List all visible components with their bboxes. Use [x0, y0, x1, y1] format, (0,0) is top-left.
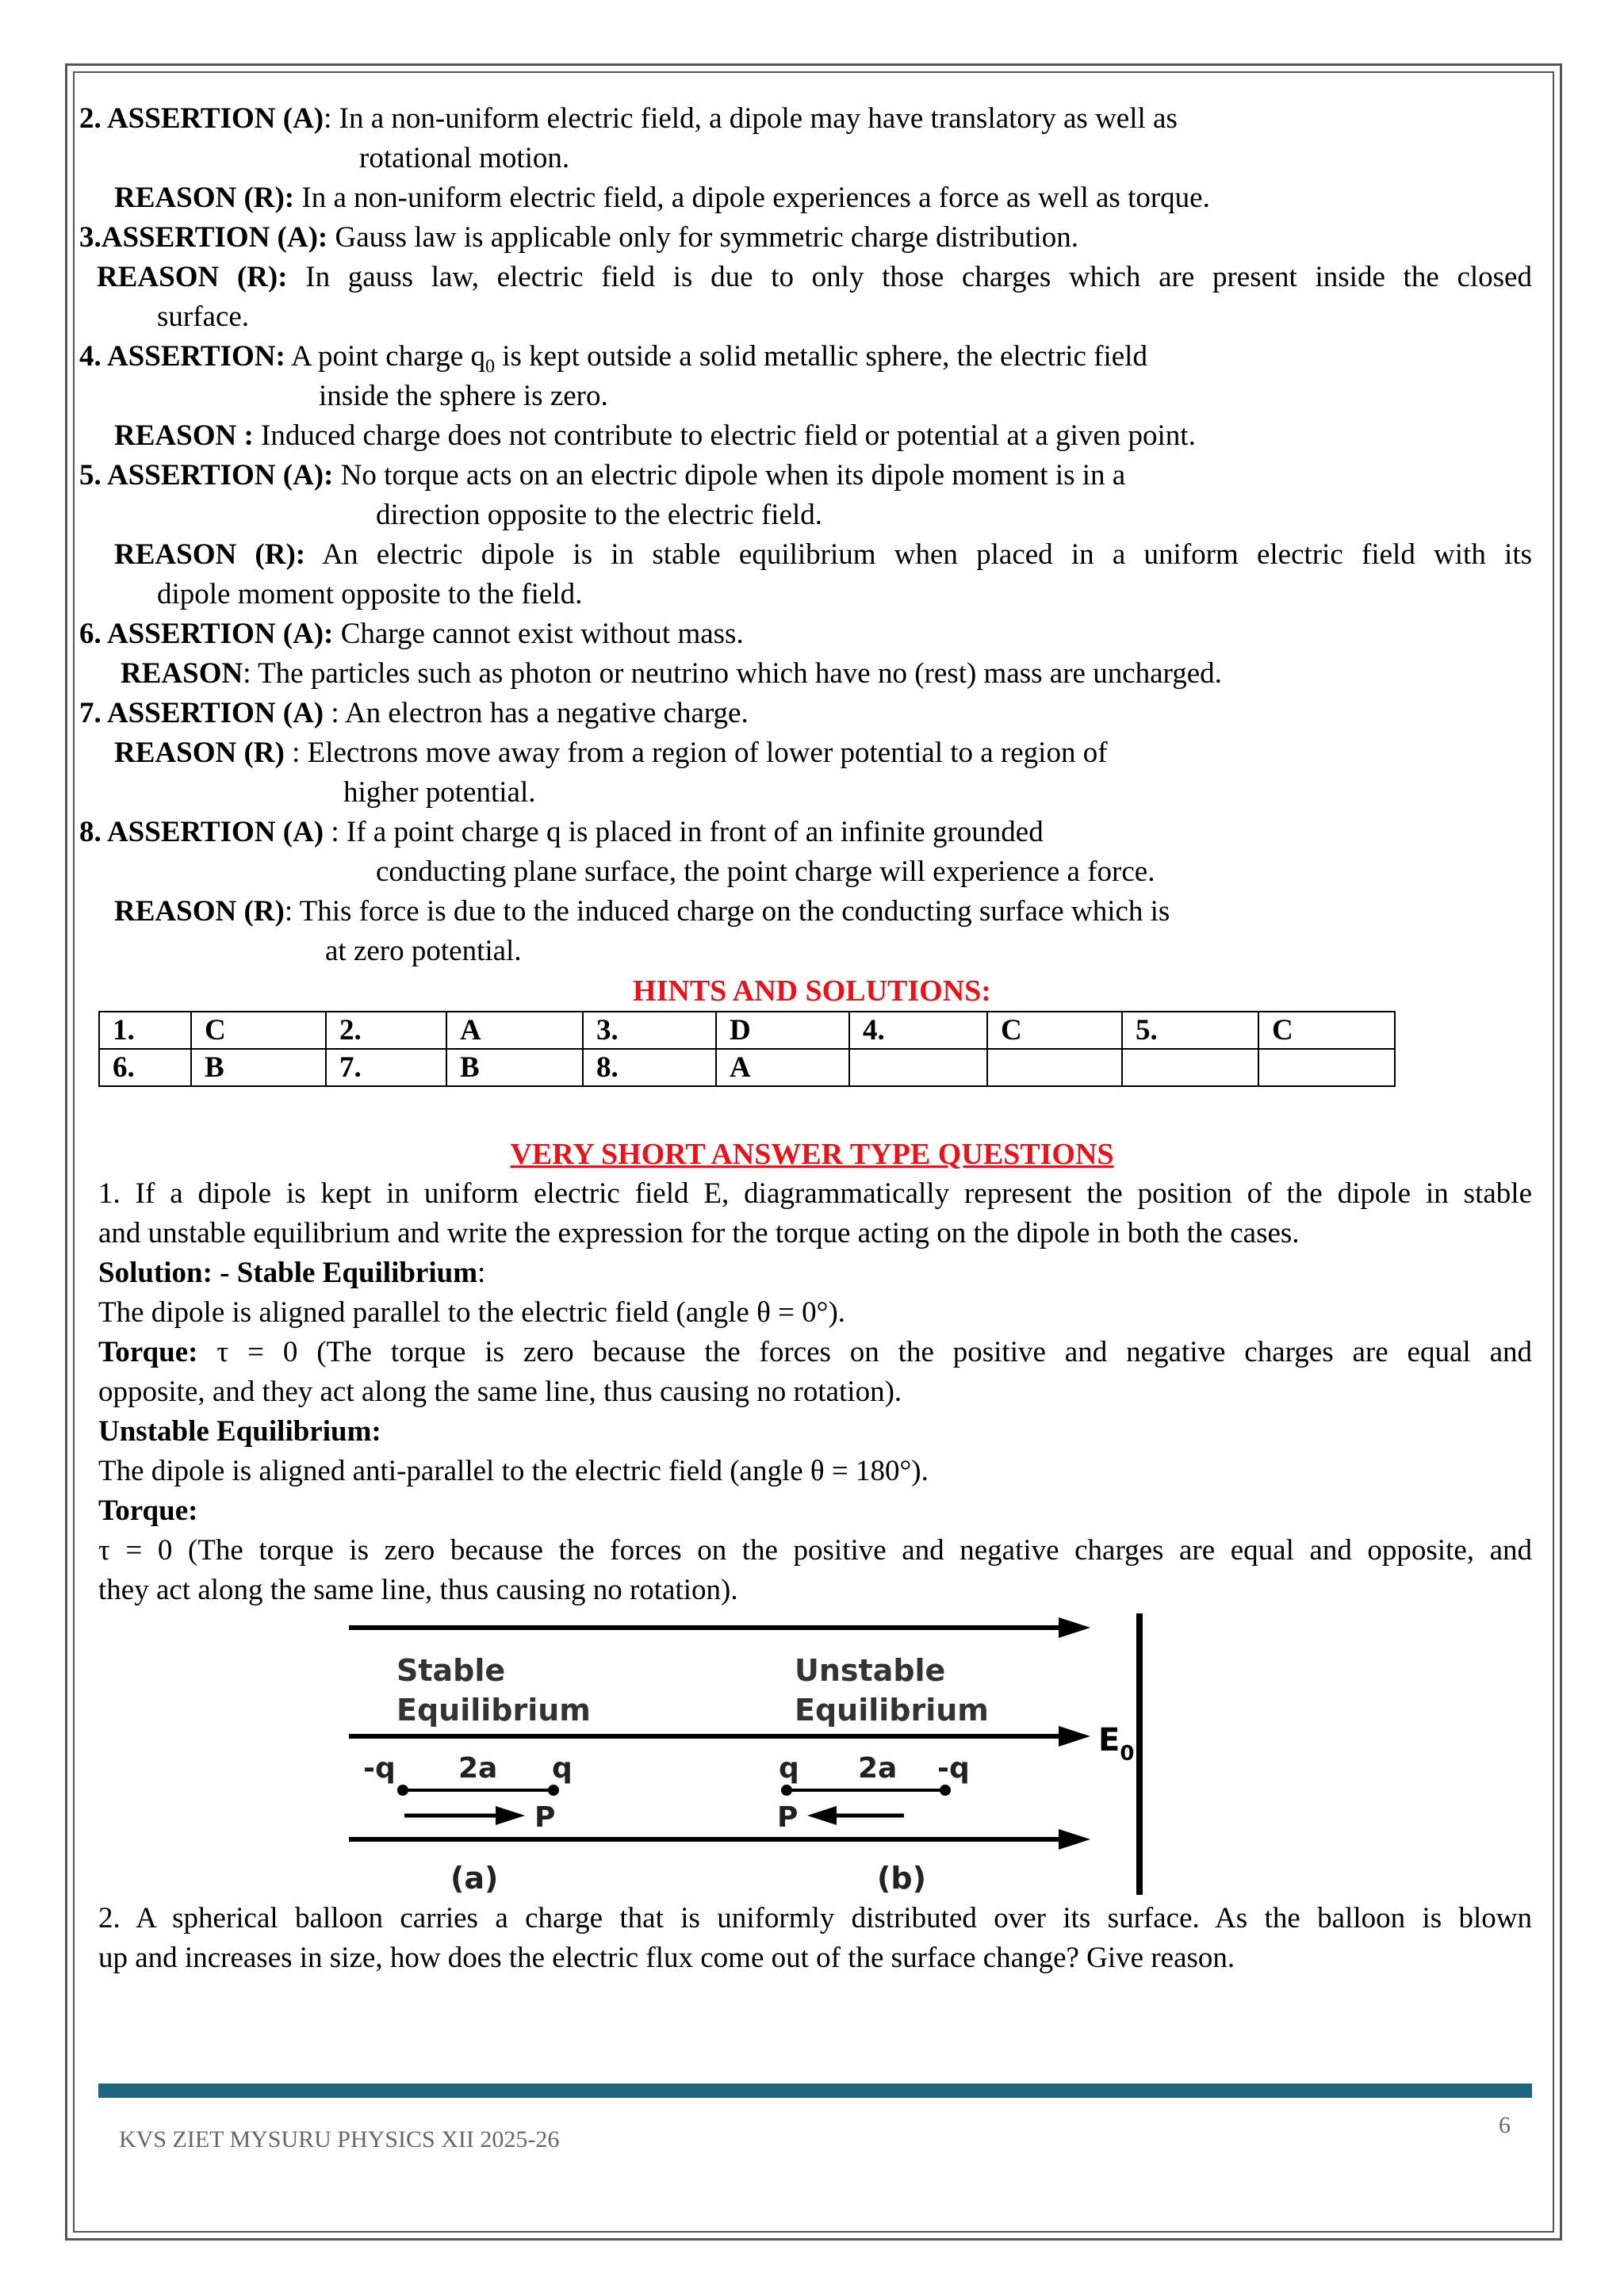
caption-a: (a) [450, 1861, 499, 1896]
q3-reason-cont: surface. [157, 300, 250, 333]
stable-moment-arrow [404, 1806, 525, 1825]
vsa2-question: 2. A spherical balloon carries a charge that is uniformly distributed over its surface. As the balloon is blown [98, 1902, 1532, 1934]
vsa1-solution-label: Solution: - Stable Equilibrium: [98, 1257, 486, 1289]
q5-assertion: 5. ASSERTION (A): No torque acts on an electric dipole when its dipole moment is in a [79, 459, 1126, 492]
table-cell: B [191, 1049, 326, 1086]
table-cell [1122, 1049, 1258, 1086]
q5-reason-cont: dipole moment opposite to the field. [157, 578, 583, 610]
vsa2-question-cont: up and increases in size, how does the electric flux come out of the surface change? Give reason. [98, 1942, 1235, 1974]
field-label: $E_0$ [1098, 1722, 1135, 1766]
dipole-equilibrium-diagram [341, 1601, 1158, 1903]
vsa1-question: 1. If a dipole is kept in uniform electric field E, diagrammatically represent the position of the dipole in stable [98, 1177, 1532, 1210]
table-cell [849, 1049, 987, 1086]
vsa1-unstable-text: The dipole is aligned anti-parallel to the electric field (angle θ = 180°). [98, 1455, 929, 1487]
q6-assertion: 6. ASSERTION (A): Charge cannot exist without mass. [79, 618, 744, 650]
stable-label-1: Stable [396, 1653, 506, 1688]
field-line [349, 1829, 1090, 1850]
q2-assertion-cont: rotational motion. [359, 142, 570, 174]
q8-assertion: 8. ASSERTION (A) : If a point charge q is placed in front of an infinite grounded [79, 816, 1044, 848]
q7-reason: REASON (R) : Electrons move away from a region of lower potential to a region of [114, 737, 1108, 769]
q5-reason: REASON (R): An electric dipole is in stable equilibrium when placed in a uniform electric field with its [114, 538, 1532, 571]
table-cell: A [446, 1012, 583, 1049]
hints-heading: HINTS AND SOLUTIONS: [633, 974, 991, 1008]
table-cell [987, 1049, 1122, 1086]
vsa1-torque2-cont: they act along the same line, thus causing no rotation). [98, 1574, 738, 1606]
vsa1-torque2-label: Torque: [98, 1494, 198, 1527]
unstable-label-1: Unstable [795, 1653, 946, 1688]
table-cell [1258, 1049, 1395, 1086]
q3-assertion: 3.ASSERTION (A): Gauss law is applicable only for symmetric charge distribution. [79, 221, 1078, 254]
table-row [99, 1012, 1395, 1049]
table-cell: 1. [99, 1012, 191, 1049]
table-cell: C [987, 1012, 1122, 1049]
vsa1-question-cont: and unstable equilibrium and write the expression for the torque acting on the dipole in both the cases. [98, 1217, 1300, 1249]
q4-assertion: 4. ASSERTION: A point charge $q_0$ is kept outside a solid metallic sphere, the electric field [79, 340, 1147, 377]
q4-assertion-cont: inside the sphere is zero. [319, 380, 608, 412]
unstable-dipole [781, 1785, 951, 1796]
table-cell: 2. [326, 1012, 446, 1049]
table-cell: C [1258, 1012, 1395, 1049]
q8-reason-cont: at zero potential. [325, 935, 522, 967]
table-row [99, 1049, 1395, 1086]
vsa-heading: VERY SHORT ANSWER TYPE QUESTIONS [510, 1138, 1114, 1171]
table-cell: A [716, 1049, 849, 1086]
vsa1-torque-cont: opposite, and they act along the same line, thus causing no rotation). [98, 1376, 902, 1408]
stable-pos-charge: q [552, 1752, 573, 1785]
unstable-moment-label: P [777, 1801, 799, 1834]
unstable-pos-charge: q [779, 1752, 799, 1785]
q7-reason-cont: higher potential. [343, 776, 536, 809]
table-cell: 8. [583, 1049, 716, 1086]
q6-reason: REASON: The particles such as photon or neutrino which have no (rest) mass are uncharged. [121, 657, 1222, 690]
vsa1-torque: Torque: τ = 0 (The torque is zero because the forces on the positive and negative charges are equal and [98, 1336, 1532, 1368]
unstable-separation: 2a [858, 1752, 898, 1785]
field-line [349, 1726, 1090, 1747]
q5-assertion-cont: direction opposite to the electric field. [376, 499, 823, 531]
table-cell: C [191, 1012, 326, 1049]
stable-separation: 2a [458, 1752, 498, 1785]
field-line [349, 1617, 1090, 1638]
q2-assertion: 2. ASSERTION (A): In a non-uniform electric field, a dipole may have translatory as well as [79, 102, 1178, 135]
q2-reason: REASON (R): In a non-uniform electric field, a dipole experiences a force as well as torque. [114, 182, 1210, 214]
table-cell: 3. [583, 1012, 716, 1049]
q8-reason: REASON (R): This force is due to the induced charge on the conducting surface which is [114, 895, 1170, 928]
table-cell: B [446, 1049, 583, 1086]
vertical-plate [1136, 1613, 1143, 1895]
stable-neg-charge: -q [363, 1752, 396, 1785]
caption-b: (b) [877, 1861, 926, 1896]
stable-label-2: Equilibrium [396, 1693, 591, 1728]
unstable-neg-charge: -q [937, 1752, 970, 1785]
footer-text: KVS ZIET MYSURU PHYSICS XII 2025-26 [119, 2126, 560, 2152]
table-cell: 5. [1122, 1012, 1258, 1049]
table-cell: 6. [99, 1049, 191, 1086]
vsa1-stable-text: The dipole is aligned parallel to the electric field (angle θ = 0°). [98, 1296, 846, 1329]
stable-moment-label: P [534, 1801, 556, 1834]
unstable-label-2: Equilibrium [795, 1693, 989, 1728]
q4-reason: REASON : Induced charge does not contribute to electric field or potential at a given point. [114, 419, 1196, 452]
vsa1-unstable-label: Unstable Equilibrium: [98, 1415, 381, 1448]
table-cell: 7. [326, 1049, 446, 1086]
q3-reason: REASON (R): In gauss law, electric field is due to only those charges which are present inside the closed [97, 261, 1532, 293]
q8-assertion-cont: conducting plane surface, the point charge will experience a force. [376, 855, 1155, 888]
answer-table [98, 1011, 1396, 1087]
q7-assertion: 7. ASSERTION (A) : An electron has a negative charge. [79, 697, 749, 729]
table-cell: D [716, 1012, 849, 1049]
stable-dipole [397, 1785, 559, 1796]
vsa1-torque2: τ = 0 (The torque is zero because the forces on the positive and negative charges are equal and opposite, and [98, 1534, 1532, 1567]
table-cell: 4. [849, 1012, 987, 1049]
unstable-moment-arrow [807, 1806, 904, 1825]
page-number: 6 [1499, 2112, 1511, 2138]
footer-bar [98, 2084, 1532, 2098]
